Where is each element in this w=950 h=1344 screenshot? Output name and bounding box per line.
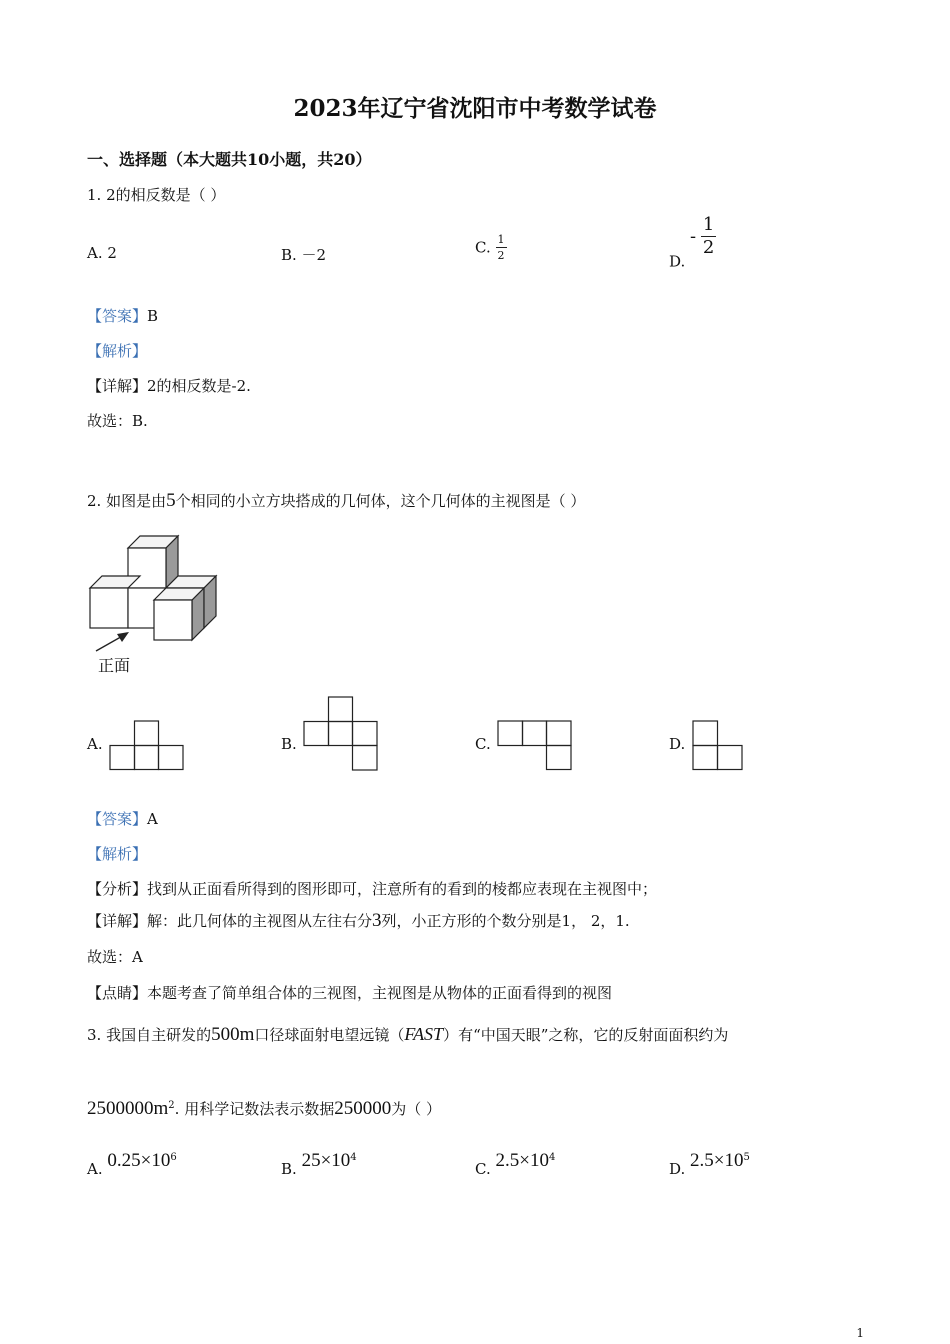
q2-option-d-label: D. bbox=[669, 735, 686, 753]
q2-option-b-label: B. bbox=[281, 735, 297, 753]
q3-stem-line2 bbox=[87, 1098, 441, 1120]
q3-b-base: 25×10 bbox=[301, 1150, 351, 1171]
q2-option-b-figure bbox=[303, 696, 379, 772]
q3-line2-post: 为（ ） bbox=[391, 1100, 441, 1118]
q1-option-b: B. －2 bbox=[281, 246, 327, 264]
q2-fenxi-text: 找到从正面看所得到的图形即可，注意所有的看到的棱都应表现在主视图中； bbox=[147, 880, 658, 898]
q2-choice: 故选：A bbox=[87, 948, 143, 966]
q1-option-c-fraction bbox=[496, 234, 507, 261]
q2-option-a-label: A. bbox=[87, 735, 103, 753]
q3-d-label: D. bbox=[669, 1160, 686, 1178]
q2-option-c-figure bbox=[497, 720, 573, 771]
q3-b-exp: 4 bbox=[350, 1152, 357, 1163]
q2-fenxi-tag: 【分析】 bbox=[87, 880, 148, 898]
q2-fenxi bbox=[87, 878, 657, 899]
q1-option-d-label: D. bbox=[669, 252, 686, 271]
q3-option-c bbox=[475, 1150, 555, 1178]
q2-comment-text: 本题考查了简单组合体的三视图，主视图是从物体的正面看得到的视图 bbox=[147, 984, 613, 1002]
q2-option-c-label: C. bbox=[475, 735, 491, 753]
q3-stem-fast: FAST bbox=[404, 1024, 444, 1044]
q3-d-exp: 5 bbox=[743, 1152, 750, 1163]
front-label: 正面 bbox=[98, 656, 131, 675]
q3-option-b bbox=[281, 1150, 357, 1178]
q3-stem-post: ）有“中国天眼”之称，它的反射面面积约为 bbox=[443, 1026, 729, 1044]
q1-detail-text: 2的相反数是-2. bbox=[147, 377, 251, 395]
q2-detail-pre: 解：此几何体的主视图从左往右分 bbox=[147, 912, 373, 930]
q3-c-label: C. bbox=[475, 1160, 491, 1178]
q3-a-base: 0.25×10 bbox=[107, 1150, 171, 1171]
q2-option-d-figure bbox=[692, 720, 744, 771]
q2-stem-num: 5 bbox=[166, 490, 176, 511]
q3-stem-pre: 3. 我国自主研发的 bbox=[87, 1026, 212, 1044]
q3-d-base: 2.5×10 bbox=[690, 1150, 744, 1171]
q3-line2-sup: 2 bbox=[168, 1100, 175, 1111]
q2-answer bbox=[87, 808, 158, 829]
q1-answer-value: B bbox=[147, 307, 159, 325]
q1-option-d bbox=[669, 216, 716, 271]
q1-analysis-tag: 【解析】 bbox=[87, 342, 148, 360]
q1-choice: 故选：B. bbox=[87, 412, 148, 430]
q3-stem bbox=[87, 1024, 867, 1046]
q2-detail bbox=[87, 910, 630, 932]
q2-stem-pre: 2. 如图是由 bbox=[87, 492, 167, 510]
q1-option-d-fraction bbox=[701, 216, 716, 257]
q1-detail bbox=[87, 375, 251, 396]
q1-d-sign: - bbox=[690, 226, 697, 247]
q2-comment bbox=[87, 982, 612, 1003]
q1-detail-tag: 【详解】 bbox=[87, 377, 148, 395]
q3-line2-num: 2500000m bbox=[87, 1098, 169, 1119]
q1-answer bbox=[87, 305, 158, 326]
q2-answer-tag: 【答案】 bbox=[87, 810, 148, 828]
q3-a-exp: 6 bbox=[170, 1152, 177, 1163]
q3-a-label: A. bbox=[87, 1160, 103, 1178]
q2-option-a-figure bbox=[109, 720, 185, 771]
q2-detail-post: 列，小正方形的个数分别是1， 2，1. bbox=[381, 912, 630, 930]
page-number: 1 bbox=[856, 1326, 864, 1340]
q2-answer-value: A bbox=[147, 810, 158, 828]
q2-detail-num: 3 bbox=[372, 910, 382, 931]
q3-b-label: B. bbox=[281, 1160, 297, 1178]
q3-option-a bbox=[87, 1150, 177, 1178]
q1-option-a: A. 2 bbox=[87, 244, 117, 262]
q2-detail-tag: 【详解】 bbox=[87, 912, 148, 930]
q3-stem-num: 500m bbox=[211, 1024, 255, 1045]
page-title: 2023年辽宁省沈阳市中考数学试卷 bbox=[293, 95, 657, 122]
q1-answer-tag: 【答案】 bbox=[87, 307, 148, 325]
q3-c-base: 2.5×10 bbox=[495, 1150, 549, 1171]
q2-stem-post: 个相同的小立方块搭成的几何体，这个几何体的主视图是（ ） bbox=[175, 492, 586, 510]
q1-c-denominator: 2 bbox=[497, 249, 505, 262]
q1-option-c-label: C. bbox=[475, 238, 491, 257]
q1-d-denominator: 2 bbox=[702, 237, 715, 258]
q1-stem: 1. 2的相反数是（ ） bbox=[87, 186, 226, 204]
q3-c-exp: 4 bbox=[548, 1152, 556, 1163]
q2-comment-tag: 【点睛】 bbox=[87, 984, 148, 1002]
section-heading: 一、选择题（本大题共10小题，共20） bbox=[87, 150, 372, 169]
q1-c-numerator: 1 bbox=[497, 233, 505, 246]
q2-stem bbox=[87, 490, 585, 512]
q3-stem-mid: 口径球面射电望远镜（ bbox=[254, 1026, 405, 1044]
q3-option-d bbox=[669, 1150, 750, 1178]
q1-d-numerator: 1 bbox=[702, 214, 715, 235]
q1-option-c bbox=[475, 234, 507, 261]
q2-analysis-tag: 【解析】 bbox=[87, 845, 148, 863]
q3-line2-num2: 250000 bbox=[334, 1098, 392, 1119]
q3-line2-mid: . 用科学记数法表示数据 bbox=[174, 1100, 335, 1118]
